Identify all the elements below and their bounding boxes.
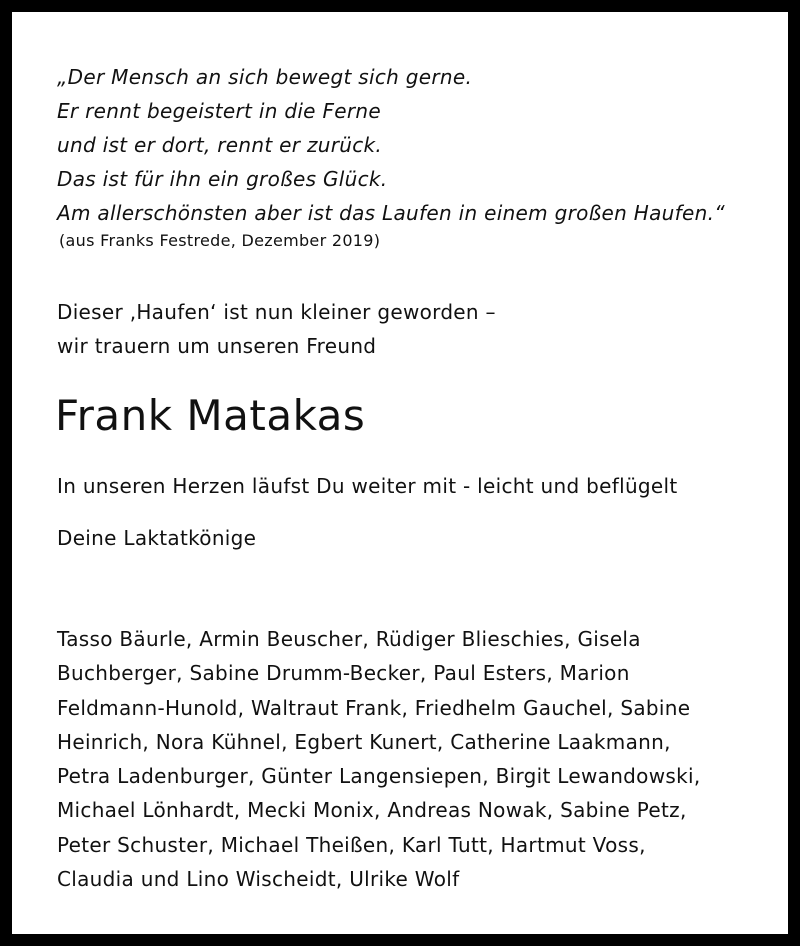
- mourner-line: Tasso Bäurle, Armin Beuscher, Rüdiger Blieschies, Gisela: [57, 627, 641, 651]
- poem-line: und ist er dort, rennt er zurück.: [57, 133, 383, 157]
- tagline: In unseren Herzen läufst Du weiter mit - leicht und beflügelt: [57, 474, 678, 498]
- intro-line: Dieser ‚Haufen‘ ist nun kleiner geworden –: [57, 300, 496, 324]
- poem-source: (aus Franks Festrede, Dezember 2019): [59, 231, 381, 250]
- poem-line: Er rennt begeistert in die Ferne: [57, 99, 381, 123]
- intro-line: wir trauern um unseren Freund: [57, 334, 377, 358]
- poem-line: Das ist für ihn ein großes Glück.: [57, 167, 388, 191]
- intro-text: [57, 295, 496, 363]
- mourner-line: Feldmann-Hunold, Waltraut Frank, Friedhelm Gauchel, Sabine: [57, 695, 691, 720]
- mourner-line: Buchberger, Sabine Drumm-Becker, Paul Esters, Marion: [57, 661, 630, 686]
- poem-line: „Der Mensch an sich bewegt sich gerne.: [57, 65, 473, 89]
- signoff: Deine Laktatkönige: [57, 526, 257, 550]
- mourner-line: Claudia und Lino Wischeidt, Ulrike Wolf: [57, 867, 460, 892]
- poem-quote: [57, 60, 725, 230]
- poem-line: Am allerschönsten aber ist das Laufen in einem großen Haufen.“: [57, 201, 725, 225]
- mourner-line: Peter Schuster, Michael Theißen, Karl Tutt, Hartmut Voss,: [57, 832, 646, 857]
- mourner-line: Petra Ladenburger, Günter Langensiepen, Birgit Lewandowski,: [57, 764, 701, 789]
- mourner-line: Heinrich, Nora Kühnel, Egbert Kunert, Catherine Laakmann,: [57, 729, 671, 754]
- mourner-line: Michael Lönhardt, Mecki Monix, Andreas Nowak, Sabine Petz,: [57, 798, 687, 823]
- mourner-list: [57, 622, 700, 896]
- deceased-name: Frank Matakas: [55, 391, 366, 440]
